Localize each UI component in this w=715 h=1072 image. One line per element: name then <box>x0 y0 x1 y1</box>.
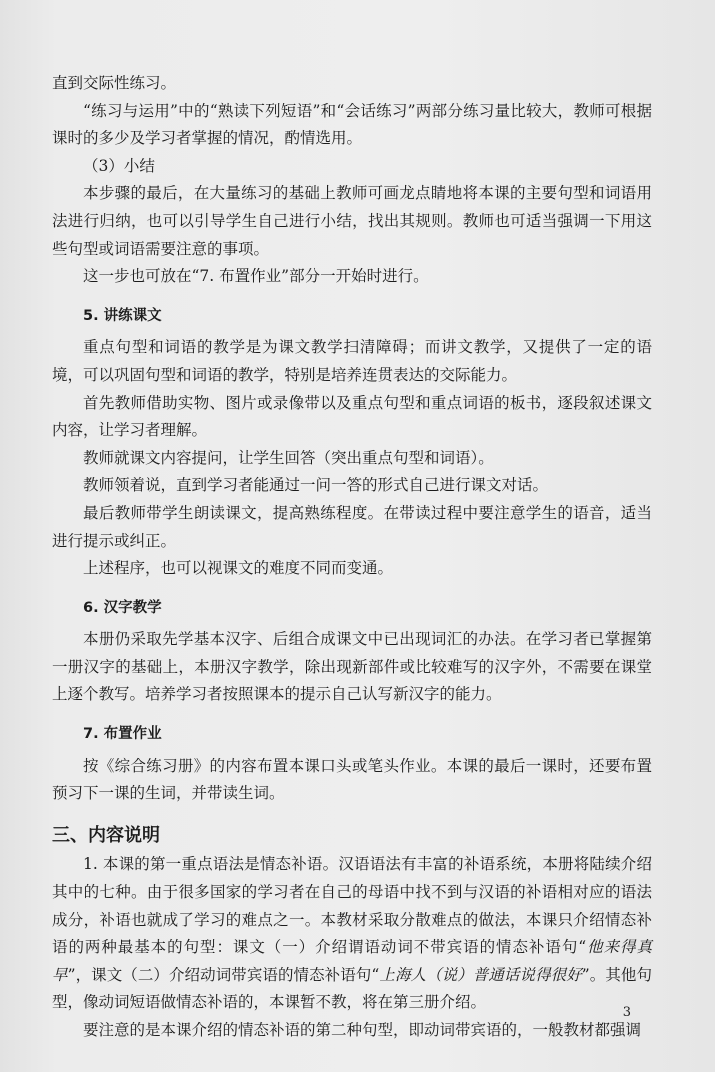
paragraph: 教师就课文内容提问，让学生回答（突出重点句型和词语）。 <box>83 448 494 467</box>
paragraph: 这一步也可放在“7. 布置作业”部分一开始时进行。 <box>83 267 429 286</box>
paragraph <box>52 851 652 1017</box>
paragraph: 直到交际性练习。 <box>52 74 177 92</box>
paragraph: 按《综合练习册》的内容布置本课口头或笔头作业。本课的最后一课时，还要布置预习下一课的生词，并带读生词。 <box>52 756 652 803</box>
paragraph: 教师领着说，直到学习者能通过一问一答的形式自己进行课文对话。 <box>83 476 549 495</box>
paragraph: “练习与运用”中的“熟读下列短语”和“会话练习”两部分练习量比较大，教师可根据课时的多少及学习者掌握的情况，酌情选用。 <box>52 101 652 148</box>
paragraph: 最后教师带学生朗读课文，提高熟练程度。在带读过程中要注意学生的语音，适当进行提示或纠正。 <box>52 503 652 550</box>
text-run: ”，课文（二）介绍动词带宾语的情态补语句“ <box>67 965 380 984</box>
text-run: ”。其他句型，像动词短语做情态补语的，本课暂不教，将在第三册介绍。 <box>52 965 652 1012</box>
section-heading-5: 5. 讲练课文 <box>83 307 162 324</box>
example-sentence: 上海人（说）普通话说得很好 <box>379 965 582 984</box>
paragraph: 本步骤的最后，在大量练习的基础上教师可画龙点睛地将本课的主要句型和词语用法进行归纳，也可以引导学生自己进行小结，找出其规则。教师也可适当强调一下用这些句型或词语需要注意的事项。 <box>52 184 652 258</box>
paragraph: 上述程序，也可以视课文的难度不同而变通。 <box>83 559 394 578</box>
example-sentence: 他来得真早 <box>52 938 652 984</box>
section-heading-content-notes: 三、内容说明 <box>52 824 160 846</box>
paragraph: 重点句型和词语的教学是为课文教学扫清障碍；而讲文教学，又提供了一定的语境，可以巩固句型和词语的教学，特别是培养连贯表达的交际能力。 <box>52 338 652 384</box>
paragraph: 要注意的是本课介绍的情态补语的第二种句型，即动词带宾语的，一般教材都强调 <box>83 1021 642 1039</box>
subsection-title: （3）小结 <box>83 156 155 175</box>
paragraph: 本册仍采取先学基本汉字、后组合成课文中已出现词汇的办法。在学习者已掌握第一册汉字的基础上，本册汉字教学，除出现新部件或比较难写的汉字外，不需要在课堂上逐个教写。培养学习者按照课本的提示自己认写新汉字的能力。 <box>52 630 652 704</box>
paragraph: 首先教师借助实物、图片或录像带以及重点句型和重点词语的板书，逐段叙述课文内容，让学习者理解。 <box>52 393 652 440</box>
text-run: 1. 本课的第一重点语法是情态补语。汉语语法有丰富的补语系统，本册将陆续介绍其中的七种。由于很多国家的学习者在自己的母语中找不到与汉语的补语相对应的语法成分，补语也就成了学习的难点之一。本教材采取分散难点的做法，本课只介绍情态补语的两种最基本的句型：课文（一）介绍谓语动词不带宾语的情态补语句“ <box>52 855 652 957</box>
section-heading-6: 6. 汉字教学 <box>83 599 162 616</box>
page-content <box>52 70 652 1045</box>
page-number: 3 <box>622 1005 631 1020</box>
section-heading-7: 7. 布置作业 <box>83 726 162 743</box>
